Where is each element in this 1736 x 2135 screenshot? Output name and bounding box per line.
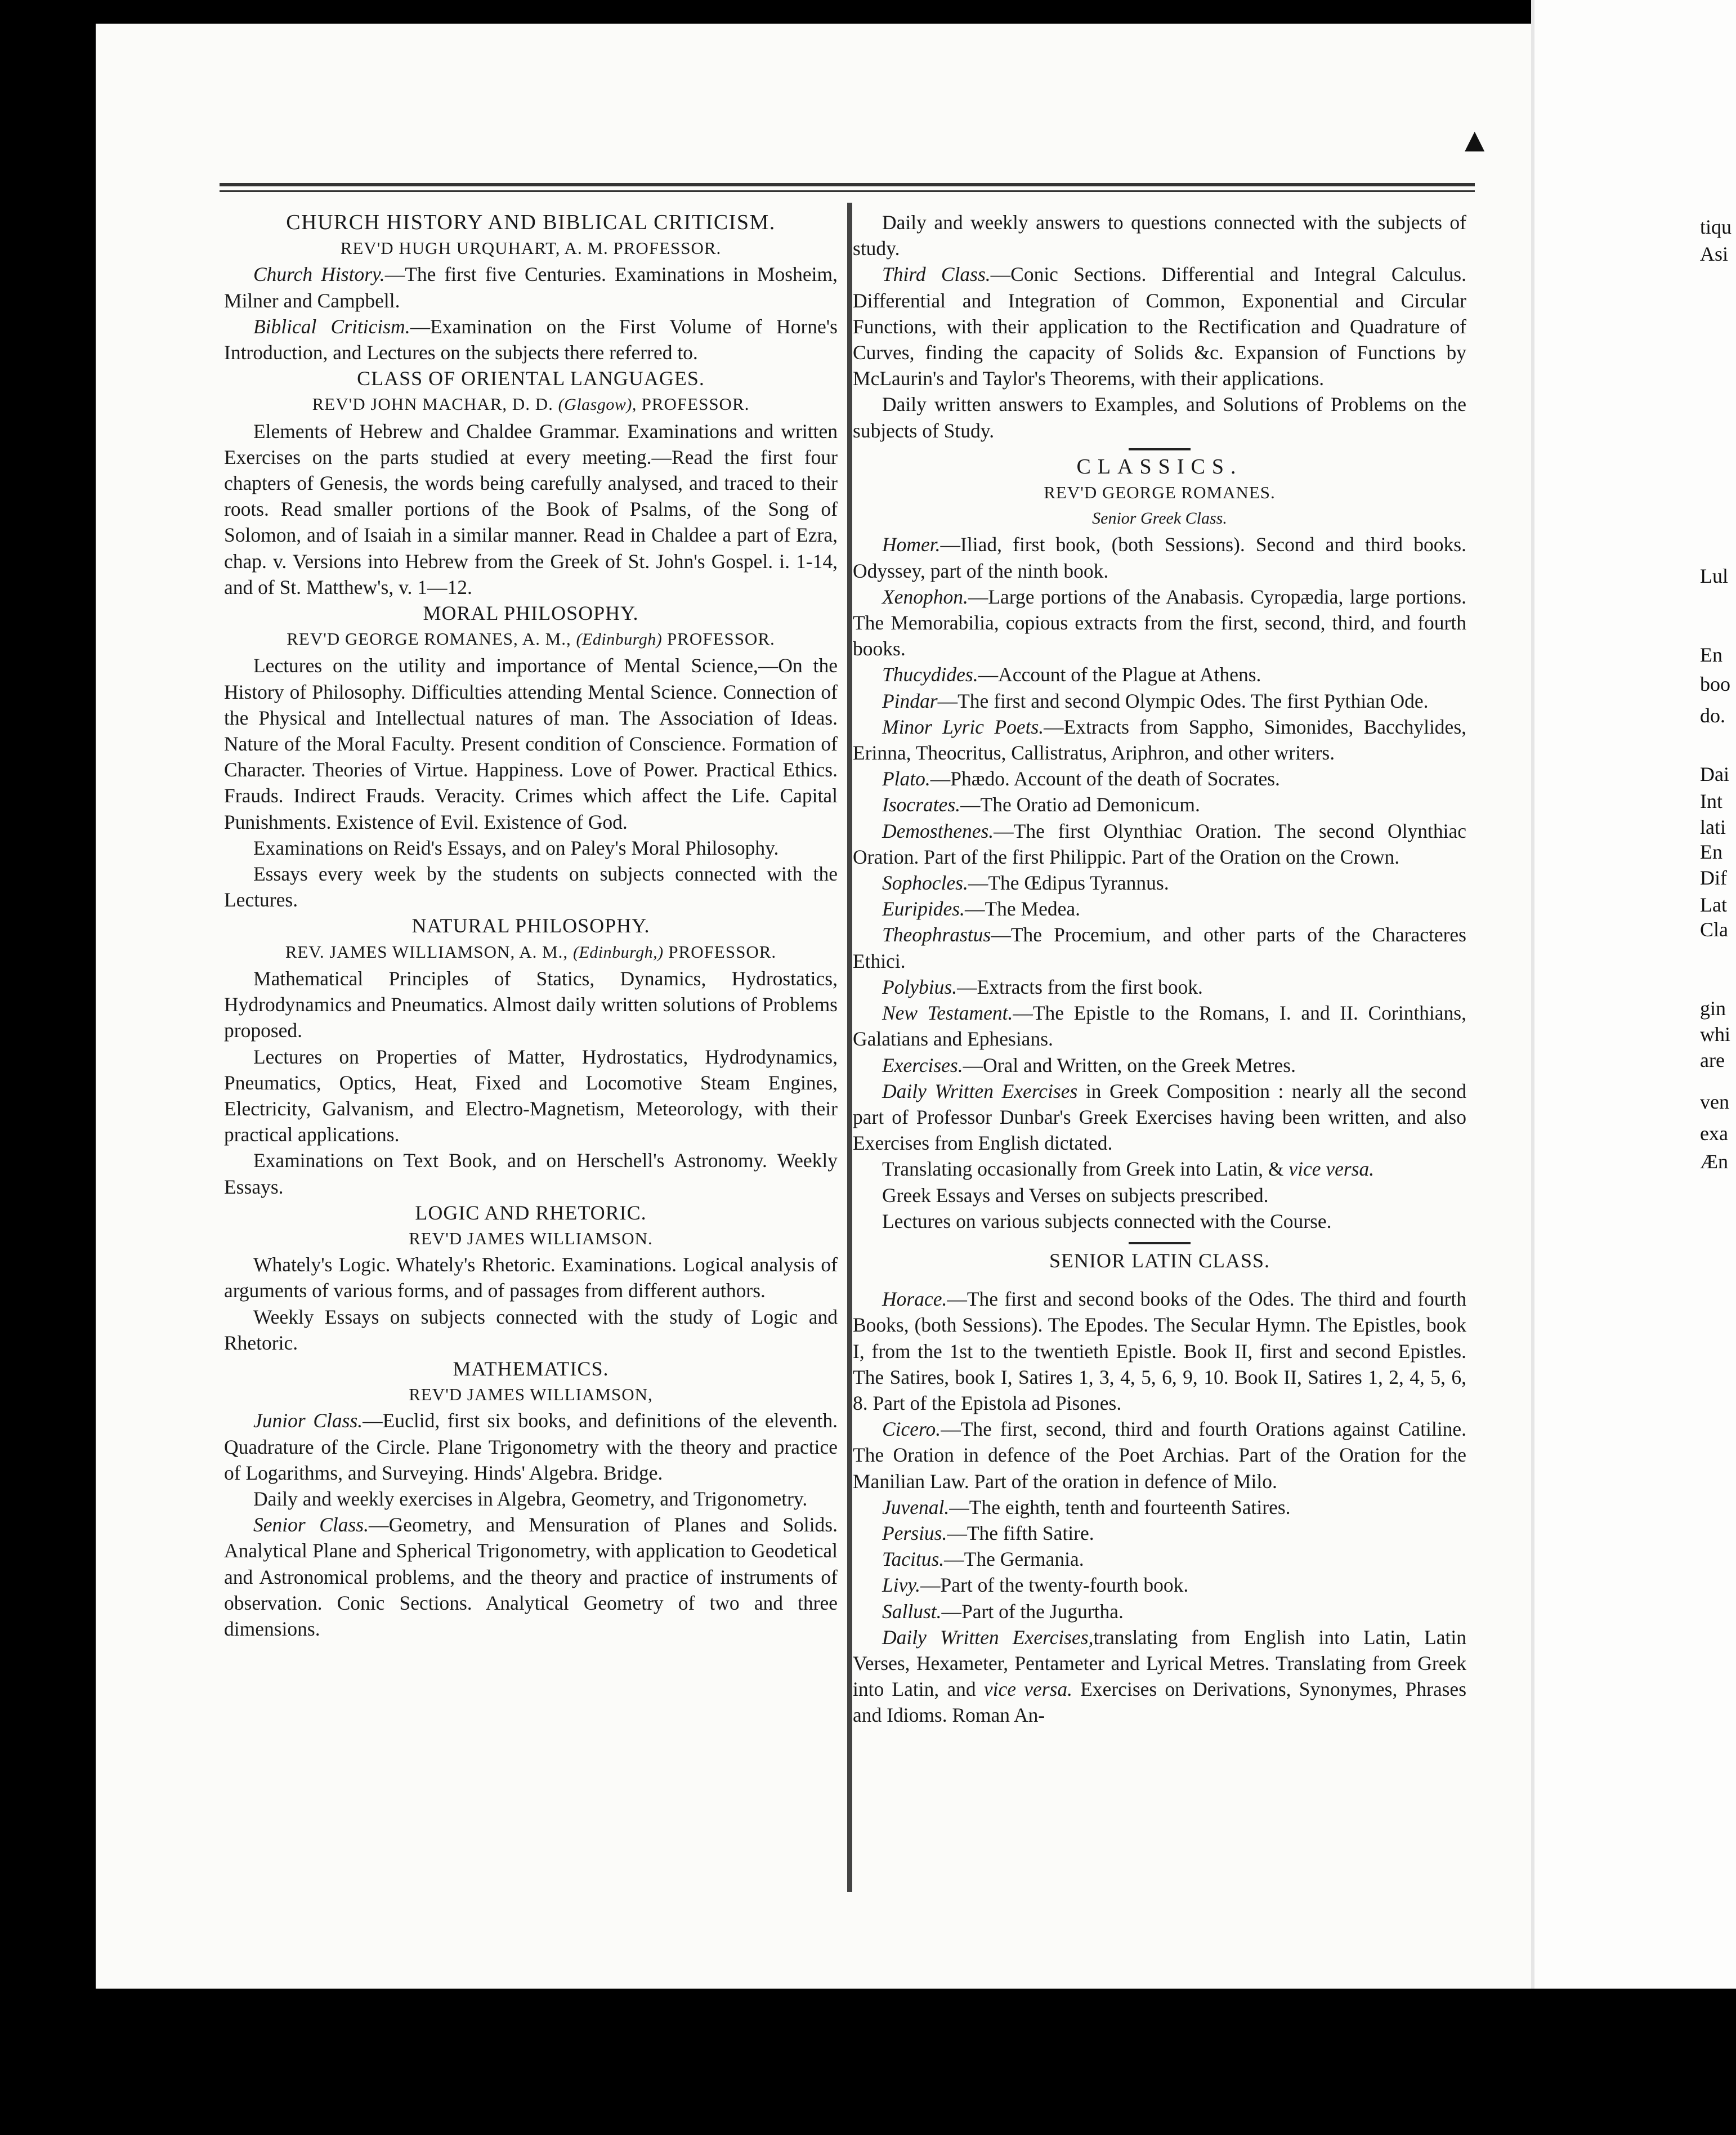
facing-page-edge xyxy=(1531,0,1736,1989)
author-readings: —The eighth, tenth and fourteenth Satires. xyxy=(949,1495,1291,1518)
facing-page-fragment: En xyxy=(1700,644,1722,666)
author-name: Xenophon. xyxy=(882,585,968,608)
paragraph: Senior Class.—Geometry, and Mensuration of Planes and Solids. Analytical Plane and Spherical Trigonometry, with application to Geodetical and Astronomical problems, and the theory and practice of instruments of observation. Conic Sections. Analytical Geometry of two and three dimensions. xyxy=(224,1513,838,1640)
author-name: Thucydides. xyxy=(882,663,978,686)
author-readings: —The Œdipus Tyrannus. xyxy=(968,872,1169,895)
author-readings: in Greek Composition : nearly all the second part of Professor Dunbar's Greek Exercises having been written, and also Exercises from English dictated. xyxy=(853,1079,1466,1155)
facing-page-fragment: do. xyxy=(1700,704,1725,727)
paragraph: Mathematical Principles of Statics, Dynamics, Hydrostatics, Hydrodynamics and Pneumatics. Almost daily written solutions of Problems proposed. xyxy=(224,967,838,1042)
author-name: Plato. xyxy=(882,767,930,790)
author-readings: —Extracts from the first book. xyxy=(957,975,1203,998)
section-heading: SENIOR LATIN CLASS. xyxy=(1049,1249,1270,1272)
facing-page-fragment: ven xyxy=(1700,1091,1729,1113)
author-readings: —The Epistle to the Romans, I. and II. Corinthians, Galatians and Ephesians. xyxy=(853,1002,1466,1051)
facing-page-fragment: tiqu xyxy=(1700,216,1732,238)
top-rule xyxy=(220,183,1475,186)
professor-line: REV'D HUGH URQUHART, A. M. PROFESSOR. xyxy=(340,238,722,258)
paragraph: Whately's Logic. Whately's Rhetoric. Examinations. Logical analysis of arguments of various forms, and of passages from different authors. xyxy=(224,1253,838,1302)
professor-line: REV'D GEORGE ROMANES, A. M., (Edinburgh) PROFESSOR. xyxy=(287,629,775,649)
facing-page-fragment: En xyxy=(1700,841,1722,863)
author-entry xyxy=(853,792,1466,818)
author-entry xyxy=(853,1494,1466,1520)
paragraph: Lectures on the utility and importance of Mental Science,—On the History of Philosophy. Difficulties attending Mental Science. Connection of the Physical and Intellectual natures of man. The Association of Ideas. Nature of the Moral Faculty. Present condition of Conscience. Formation of Character. Theories of Virtue. Happiness. Love of Power. Practical Ethics. Frauds. Indirect Frauds. Veracity. Crimes which affect the Life. Capital Punishments. Existence of Evil. Existence of God. xyxy=(224,654,838,833)
author-name: Tacitus. xyxy=(882,1548,945,1571)
author-entry xyxy=(853,1598,1466,1624)
facing-page-fragment: lati xyxy=(1700,816,1726,838)
author-name: Juvenal. xyxy=(882,1495,950,1518)
author-readings: —Phædo. Account of the death of Socrates. xyxy=(930,767,1280,790)
author-readings: —The first and second Olympic Odes. The first Pythian Ode. xyxy=(937,689,1429,712)
author-name: Demosthenes. xyxy=(882,819,994,842)
author-entry xyxy=(853,714,1466,766)
author-readings: —Part of the twenty-fourth book. xyxy=(920,1574,1189,1597)
author-name: Euripides. xyxy=(882,897,965,921)
section-heading: CLASSICS. xyxy=(1076,454,1243,479)
facing-page-fragment: Dif xyxy=(1700,866,1727,889)
section-heading: MORAL PHILOSOPHY. xyxy=(423,602,639,625)
professor-line: REV'D JOHN MACHAR, D. D. (Glasgow), PROFESSOR. xyxy=(312,394,750,414)
author-name: Livy. xyxy=(882,1574,921,1597)
paragraph: Daily Written Exercises,translating from English into Latin, Latin Verses, Hexameter, Pentameter and Lyrical Metres. Translating from Greek into Latin, and vice versa. Exercises on Derivations, Synonymes, Phrases and Idioms. Roman An- xyxy=(853,1625,1467,1727)
author-entry xyxy=(853,1546,1466,1572)
paragraph: Elements of Hebrew and Chaldee Grammar. Examinations and written Exercises on the parts studied at every meeting.—Read the first four chapters of Genesis, the words being carefully analysed, and traced to their roots. Read smaller portions of the Book of Psalms, of the Song of Solomon, and of Isaiah in a similar manner. Read in Chaldee a part of Ezra, chap. v. Versions into Hebrew from the Greek of St. John's Gospel. i. 1-14, and of St. Matthew's, v. 1—12. xyxy=(224,419,838,598)
left-column xyxy=(224,209,838,1642)
author-readings: —Iliad, first book, (both Sessions). Second and third books. Odyssey, part of the ninth book. xyxy=(853,533,1466,582)
greek-author-list xyxy=(853,531,1466,1156)
author-readings: —Extracts from Sappho, Simonides, Bacchylides, Erinna, Theocritus, Callistratus, Ariphron, and other writers. xyxy=(853,715,1467,765)
section-rule xyxy=(1129,1242,1191,1244)
facing-page-fragment: Æn xyxy=(1700,1150,1729,1173)
paragraph: Greek Essays and Verses on subjects prescribed. xyxy=(882,1183,1269,1207)
author-entry xyxy=(853,766,1466,792)
paragraph: Church History.—The first five Centuries. Examinations in Mosheim, Milner and Campbell. xyxy=(224,263,838,312)
author-readings: —The first, second, third and fourth Orations against Catiline. The Oration in defence of the Poet Archias. Part of the Oration for the Manilian Law. Part of the oration in defence of Milo. xyxy=(853,1418,1466,1493)
paragraph: Translating occasionally from Greek into Latin, & vice versa. xyxy=(882,1158,1375,1181)
author-entry xyxy=(853,1052,1466,1078)
paragraph: Daily and weekly answers to questions connected with the subjects of study. xyxy=(853,211,1466,260)
author-entry xyxy=(853,1416,1466,1494)
section-heading: LOGIC AND RHETORIC. xyxy=(415,1201,647,1224)
paragraph: Daily written answers to Examples, and Solutions of Problems on the subjects of Study. xyxy=(853,393,1466,442)
paragraph: Lectures on various subjects connected with the Course. xyxy=(882,1209,1332,1232)
author-entry xyxy=(853,1520,1466,1546)
arrow-mark-icon: ▲ xyxy=(1458,122,1492,159)
author-readings: —The first Olynthiac Oration. The second Olynthiac Oration. Part of the first Philippic. Part of the Oration on the Crown. xyxy=(853,819,1466,868)
section-heading: CLASS OF ORIENTAL LANGUAGES. xyxy=(357,367,705,390)
author-entry xyxy=(853,896,1466,922)
author-entry xyxy=(853,1572,1466,1598)
paragraph: Third Class.—Conic Sections. Differential and Integral Calculus. Differential and Integration of Common, Exponential and Circular Functions, with their application to the Rectification and Quadrature of Curves, finding the capacity of Solids &c. Expansion of Functions by McLaurin's and Taylor's Theorems, with their applications. xyxy=(853,263,1466,390)
author-name: Pindar xyxy=(882,689,938,712)
author-entry xyxy=(853,818,1466,870)
facing-page-fragment: Int xyxy=(1700,790,1722,812)
facing-page-fragment: Lat xyxy=(1700,894,1727,916)
author-name: New Testament. xyxy=(882,1002,1013,1025)
professor-line: REV. JAMES WILLIAMSON, A. M., (Edinburgh,) PROFESSOR. xyxy=(285,941,777,962)
author-readings: —Large portions of the Anabasis. Cyropædia, large portions. The Memorabilia, copious extracts from the first, second, third, and fourth books. xyxy=(853,585,1466,660)
professor-line: REV'D JAMES WILLIAMSON, xyxy=(409,1384,653,1405)
facing-page-fragment: exa xyxy=(1700,1122,1728,1145)
facing-page-fragment: gin xyxy=(1700,997,1726,1020)
author-readings: —The Medea. xyxy=(964,897,1080,921)
section-heading: NATURAL PHILOSOPHY. xyxy=(411,914,650,937)
facing-page-fragment: Cla xyxy=(1700,918,1728,941)
author-name: Cicero. xyxy=(882,1418,941,1441)
facing-page-fragment: Asi xyxy=(1700,243,1729,265)
author-entry xyxy=(853,531,1466,583)
author-name: Sallust. xyxy=(882,1600,942,1623)
author-entry xyxy=(853,662,1466,687)
author-entry xyxy=(853,974,1466,1000)
professor-line: REV'D GEORGE ROMANES. xyxy=(1044,483,1276,503)
right-column xyxy=(853,209,1466,1728)
author-name: Theophrastus xyxy=(882,923,991,946)
paragraph: Examinations on Reid's Essays, and on Paley's Moral Philosophy. xyxy=(253,836,779,859)
paragraph: Junior Class.—Euclid, first six books, and definitions of the eleventh. Quadrature of the Circle. Plane Trigonometry with the theory and practice of Logarithms, and Surveying. Hinds' Algebra. Bridge. xyxy=(224,1409,838,1484)
paragraph: Essays every week by the students on subjects connected with the Lectures. xyxy=(224,863,838,912)
author-name: Horace. xyxy=(882,1288,947,1311)
top-rule-thin xyxy=(220,190,1475,192)
author-name: Polybius. xyxy=(882,975,958,998)
paragraph: Weekly Essays on subjects connected with the study of Logic and Rhetoric. xyxy=(224,1305,838,1354)
author-entry xyxy=(853,688,1466,714)
author-name: Daily Written Exercises xyxy=(882,1079,1078,1102)
author-entry xyxy=(853,922,1466,973)
facing-page-fragment: boo xyxy=(1700,673,1730,695)
section-heading: MATHEMATICS. xyxy=(453,1357,609,1380)
facing-page-fragment: are xyxy=(1700,1049,1725,1071)
paragraph: Biblical Criticism.—Examination on the First Volume of Horne's Introduction, and Lectures on the subjects there referred to. xyxy=(224,315,838,364)
author-readings: —The Germania. xyxy=(944,1548,1084,1571)
author-readings: —The Procemium, and other parts of the Characteres Ethici. xyxy=(853,923,1466,972)
author-name: Homer. xyxy=(882,533,941,556)
facing-page-fragment: Lul xyxy=(1700,565,1728,587)
author-entry xyxy=(853,1078,1466,1156)
facing-page-fragment: Dai xyxy=(1700,763,1729,785)
author-entry xyxy=(853,1286,1466,1416)
column-separator xyxy=(847,203,852,1892)
author-readings: —Oral and Written, on the Greek Metres. xyxy=(963,1053,1296,1077)
author-name: Sophocles. xyxy=(882,872,968,895)
paragraph: Daily and weekly exercises in Algebra, Geometry, and Trigonometry. xyxy=(253,1487,808,1510)
section-rule xyxy=(1129,448,1191,450)
section-heading: CHURCH HISTORY AND BIBLICAL CRITICISM. xyxy=(286,211,776,234)
author-entry xyxy=(853,584,1466,662)
author-name: Isocrates. xyxy=(882,793,961,816)
latin-author-list xyxy=(853,1286,1466,1624)
paragraph: Examinations on Text Book, and on Herschell's Astronomy. Weekly Essays. xyxy=(224,1149,838,1198)
professor-line: REV'D JAMES WILLIAMSON. xyxy=(409,1228,653,1248)
class-name: Senior Greek Class. xyxy=(1092,509,1227,528)
author-readings: —Part of the Jugurtha. xyxy=(941,1600,1124,1623)
author-readings: —The fifth Satire. xyxy=(947,1521,1094,1544)
author-readings: —Account of the Plague at Athens. xyxy=(978,663,1261,686)
paragraph: Lectures on Properties of Matter, Hydrostatics, Hydrodynamics, Pneumatics, Optics, Heat, Fixed and Locomotive Steam Engines, Electricity, Galvanism, and Electro-Magnetism, Meteorology, with their practical applications. xyxy=(224,1045,838,1146)
author-readings: —The first and second books of the Odes. The third and fourth Books, (both Sessions). The Epodes. The Secular Hymn. The Epistles, book I, from the 1st to the twentieth Epistle. Book II, first and second Epistles. The Satires, book I, Satires 1, 3, 4, 5, 6, 9, 10. Book II, Satires 1, 2, 4, 5, 6, 8. Part of the Epistola ad Pisones. xyxy=(853,1288,1466,1414)
author-readings: —The Oratio ad Demonicum. xyxy=(960,793,1200,816)
author-name: Persius. xyxy=(882,1521,947,1544)
author-entry xyxy=(853,870,1466,896)
author-name: Minor Lyric Poets. xyxy=(882,715,1044,738)
facing-page-fragment: whi xyxy=(1700,1023,1730,1046)
author-entry xyxy=(853,1000,1466,1052)
author-name: Exercises. xyxy=(882,1053,963,1077)
